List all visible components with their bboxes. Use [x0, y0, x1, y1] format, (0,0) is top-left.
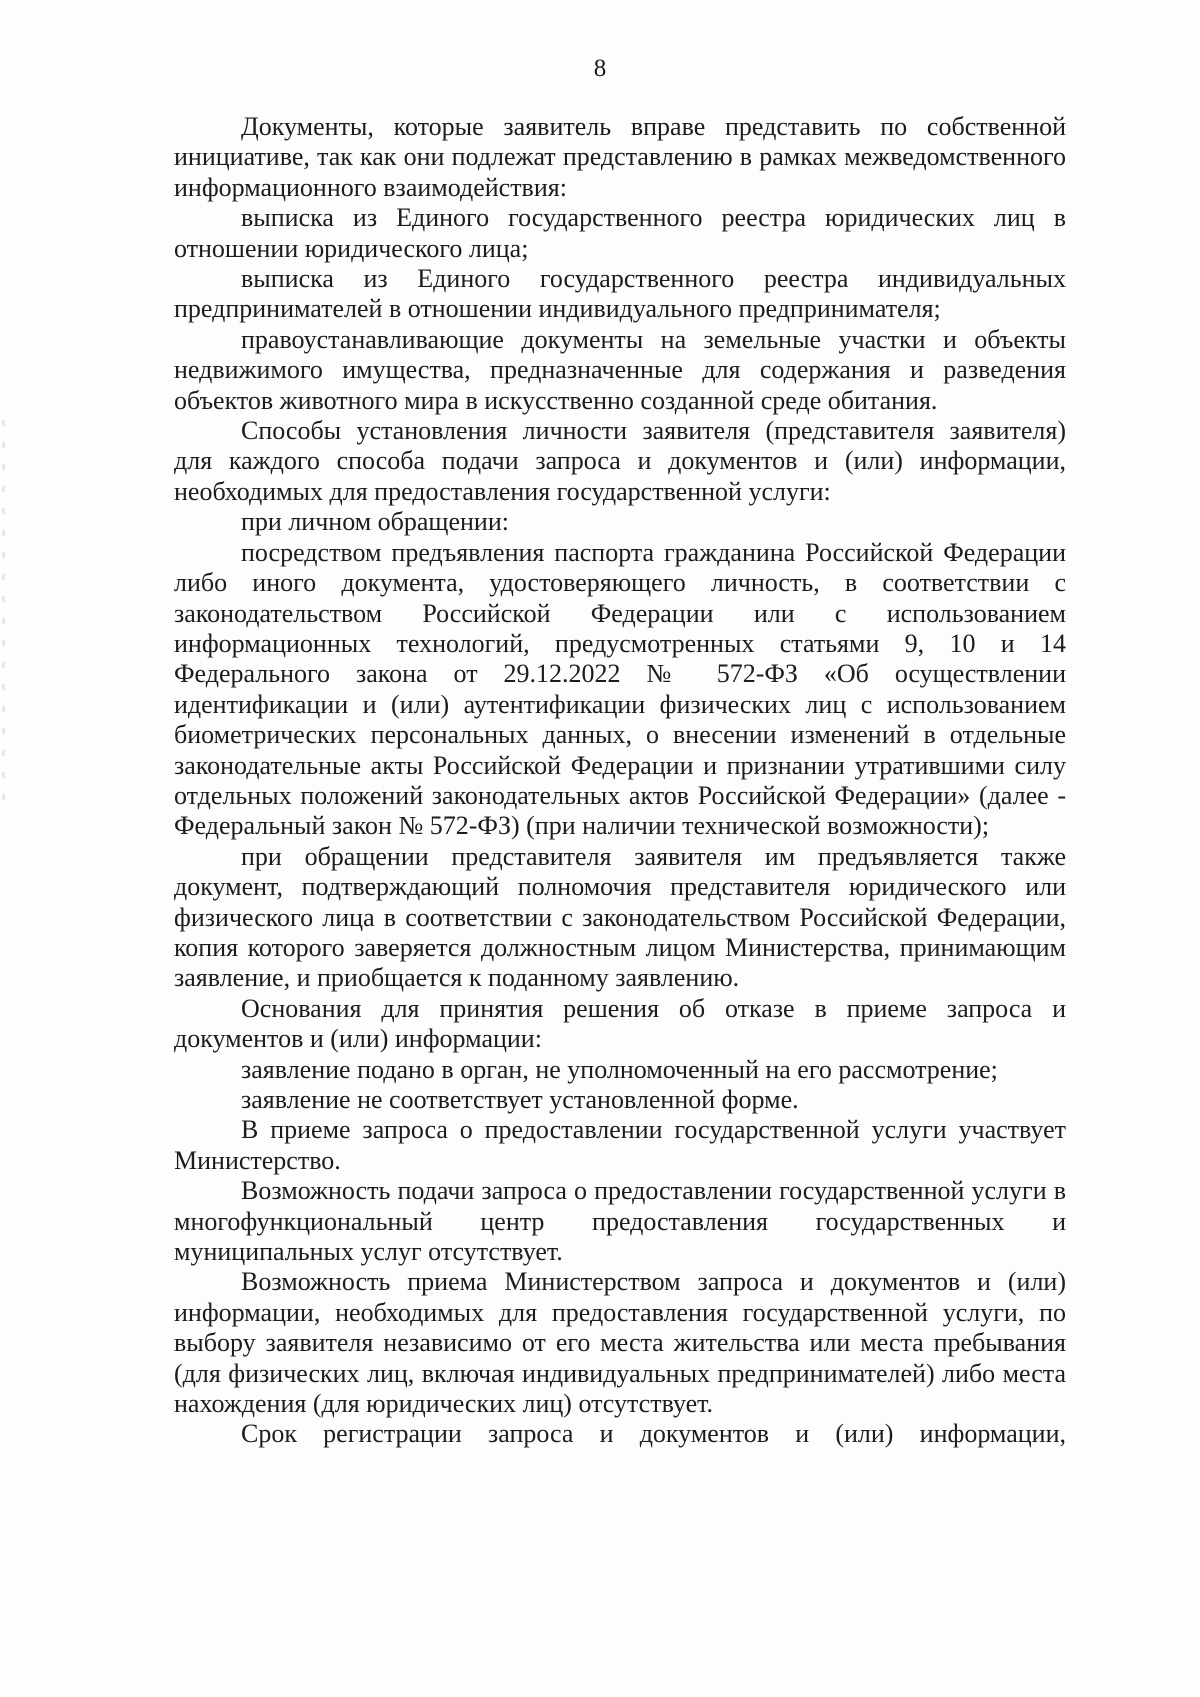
paragraph-egrip-extract: выписка из Единого государственного реестра индивидуальных предпринимателей в отношении индивидуального предпринимателя; — [174, 264, 1066, 324]
scan-margin-marks — [2, 420, 5, 800]
paragraph-wrong-form: заявление не соответствует установленной форме. — [241, 1085, 799, 1114]
paragraph-passport-presentation: посредством предъявления паспорта гражданина Российской Федерации либо иного документа, удостоверяющего личность, в соответствии с законодательством Российской Федерации или с использованием информационных технологий, предусмотренных статьями 9, 10 и 14 Федерального закона от 29.12.2022 № 572-ФЗ «Об осуществлении идентификации и (или) аутентификации физических лиц с использованием биометрических персональных данных, о внесении изменений в отдельные законодательные акты Российской Федерации и признании утратившими силу отдельных положений законодательных актов Российской Федерации» (далее - Федеральный закон № 572-ФЗ) (при наличии технической возможности); — [174, 537, 1066, 841]
paragraph-in-person: при личном обращении: — [241, 507, 509, 537]
paragraph-egrul-extract: выписка из Единого государственного реестра юридических лиц в отношении юридического лица; — [174, 203, 1066, 263]
paragraph-wrong-authority: заявление подано в орган, не уполномоченный на его рассмотрение; — [241, 1054, 998, 1084]
paragraph-representative: при обращении представителя заявителя им предъявляется также документ, подтверждающий полномочия представителя юридического или физического лица в соответствии с законодательством Российской Федерации, копия которого заверяется должностным лицом Министерства, принимающим заявление, и приобщается к поданному заявлению. — [174, 841, 1066, 993]
paragraph-documents-own-initiative: Документы, которые заявитель вправе представить по собственной инициативе, так как они подлежат представлению в рамках межведомственного информационного взаимодействия: — [174, 112, 1066, 202]
paragraph-title-documents: правоустанавливающие документы на земельные участки и объекты недвижимого имущества, предназначенные для содержания и разведения объектов животного мира в искусственно созданной среде обитания. — [174, 324, 1066, 415]
paragraph-mfc-unavailable: Возможность подачи запроса о предоставлении государственной услуги в многофункциональный центр предоставления государственных и муниципальных услуг отсутствует. — [174, 1176, 1066, 1267]
document-body — [174, 112, 1066, 1450]
paragraph-identification-methods: Способы установления личности заявителя (представителя заявителя) для каждого способа подачи запроса и документов и (или) информации, необходимых для предоставления государственной услуги: — [174, 416, 1066, 506]
page-number: 8 — [593, 55, 607, 82]
paragraph-ministry-participates: В приеме запроса о предоставлении государственной услуги участвует Министерство. — [174, 1115, 1066, 1175]
paragraph-extraterritorial-unavailable: Возможность приема Министерством запроса и документов и (или) информации, необходимых для предоставления государственной услуги, по выбору заявителя независимо от его места жительства или места пребывания (для физических лиц, включая индивидуальных предпринимателей) либо места нахождения (для юридических лиц) отсутствует. — [174, 1267, 1066, 1419]
paragraph-registration-term: Срок регистрации запроса и документов и (или) информации, — [241, 1419, 1066, 1449]
paragraph-refusal-grounds: Основания для принятия решения об отказе в приеме запроса и документов и (или) информации: — [174, 993, 1066, 1054]
